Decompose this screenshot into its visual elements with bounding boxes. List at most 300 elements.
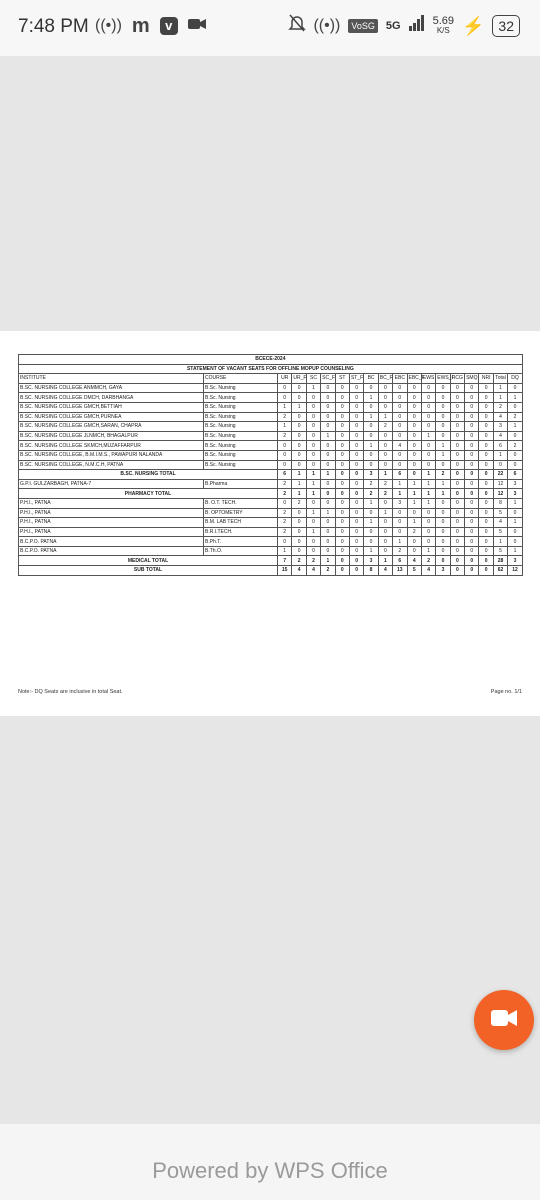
institute-cell: B.C.P.O. PATNA — [19, 546, 204, 556]
seat-count-cell: 0 — [306, 422, 320, 432]
battery-level: 32 — [492, 15, 520, 37]
seat-count-cell: 0 — [479, 546, 493, 556]
seat-count-cell: 0 — [421, 422, 435, 432]
seat-count-cell: 0 — [349, 441, 363, 451]
seat-count-cell: 0 — [479, 489, 493, 499]
seat-count-cell: 1 — [278, 422, 292, 432]
seat-count-cell: 0 — [407, 537, 421, 547]
seat-count-cell: 0 — [378, 402, 392, 412]
seat-count-cell: 0 — [465, 566, 479, 576]
course-cell: B.Sc. Nursing — [204, 412, 278, 422]
seat-count-cell: 0 — [349, 402, 363, 412]
seat-count-cell: 0 — [349, 479, 363, 489]
seat-count-cell: 0 — [421, 527, 435, 537]
seat-count-cell: 0 — [335, 556, 349, 566]
charging-icon: ⚡ — [462, 15, 485, 36]
seat-count-cell: 0 — [321, 518, 335, 528]
seat-count-cell: 3 — [364, 470, 378, 480]
seat-count-cell: 0 — [436, 498, 450, 508]
seat-count-cell: 3 — [393, 498, 407, 508]
seat-count-cell: 0 — [479, 412, 493, 422]
seat-count-cell: 0 — [292, 412, 306, 422]
course-cell: B.Sc. Nursing — [204, 460, 278, 470]
table-row — [19, 518, 523, 528]
column-header: SC_F — [322, 375, 335, 382]
seat-count-cell: 1 — [508, 422, 522, 432]
screen-record-button[interactable] — [474, 990, 534, 1050]
seat-count-cell: 0 — [450, 546, 464, 556]
seat-count-cell: 0 — [465, 479, 479, 489]
seat-count-cell: 0 — [479, 527, 493, 537]
seat-count-cell: 1 — [378, 508, 392, 518]
seat-count-cell: 0 — [349, 556, 363, 566]
video-camera-icon — [491, 1008, 517, 1033]
column-header: RCG — [451, 375, 463, 382]
seat-count-cell: 0 — [450, 431, 464, 441]
seat-count-cell: 0 — [479, 470, 493, 480]
seat-count-cell: 2 — [278, 489, 292, 499]
seat-count-cell: 0 — [321, 546, 335, 556]
seat-count-cell: 0 — [436, 412, 450, 422]
seat-count-cell: 0 — [450, 460, 464, 470]
total-label: SUB TOTAL — [19, 566, 278, 576]
institute-cell: P.H.I., PATNA — [19, 518, 204, 528]
seat-count-cell: 1 — [436, 450, 450, 460]
seat-count-cell: 3 — [436, 566, 450, 576]
seat-count-cell: 0 — [436, 508, 450, 518]
seat-count-cell: 0 — [349, 393, 363, 403]
seat-count-cell: 0 — [378, 518, 392, 528]
seat-count-cell: 1 — [364, 518, 378, 528]
seat-count-cell: 0 — [321, 402, 335, 412]
seat-count-cell: 1 — [364, 393, 378, 403]
seat-count-cell: 0 — [508, 460, 522, 470]
seat-count-cell: 2 — [278, 479, 292, 489]
document-subtitle: STATEMENT OF VACANT SEATS FOR OFFLINE MOPUP COUNSELING — [19, 364, 523, 374]
seat-count-cell: 2 — [508, 412, 522, 422]
seat-count-cell: 2 — [278, 518, 292, 528]
institute-cell: B.SC. NURSING COLLEGE, B.M.I.M.S., PAWAPURI NALANDA — [19, 450, 204, 460]
course-cell: B.Ph.T. — [204, 537, 278, 547]
table-row — [19, 393, 523, 403]
seat-count-cell: 6 — [508, 470, 522, 480]
seat-count-cell: 0 — [349, 489, 363, 499]
seat-count-cell: 0 — [306, 412, 320, 422]
seat-count-cell: 0 — [349, 383, 363, 393]
seat-count-cell: 0 — [508, 537, 522, 547]
column-header: UR — [278, 374, 292, 384]
seat-count-cell: 0 — [335, 479, 349, 489]
seat-count-cell: 0 — [465, 527, 479, 537]
seat-count-cell: 0 — [479, 537, 493, 547]
seat-count-cell: 0 — [364, 431, 378, 441]
seat-count-cell: 1 — [306, 527, 320, 537]
seat-count-cell: 6 — [278, 470, 292, 480]
seat-count-cell: 0 — [465, 546, 479, 556]
seat-count-cell: 0 — [450, 566, 464, 576]
seat-count-cell: 0 — [292, 460, 306, 470]
seat-count-cell: 0 — [436, 383, 450, 393]
seat-count-cell: 0 — [421, 402, 435, 412]
seat-count-cell: 1 — [306, 489, 320, 499]
institute-cell: B.SC. NURSING COLLEGE GMCH,BETTIAH — [19, 402, 204, 412]
seat-count-cell: 1 — [493, 450, 507, 460]
seat-count-cell: 0 — [321, 489, 335, 499]
seat-count-cell: 0 — [278, 460, 292, 470]
seat-count-cell: 0 — [479, 422, 493, 432]
seat-count-cell: 2 — [378, 479, 392, 489]
seat-count-cell: 0 — [393, 412, 407, 422]
seat-count-cell: 0 — [378, 450, 392, 460]
institute-cell: B.SC. NURSING COLLEGE JLNMCH, BHAGALPUR — [19, 431, 204, 441]
seat-count-cell: 0 — [292, 383, 306, 393]
seat-count-cell: 0 — [508, 383, 522, 393]
seat-count-cell: 4 — [393, 441, 407, 451]
hotspot-icon: ((•)) — [313, 16, 341, 34]
seat-count-cell: 0 — [436, 537, 450, 547]
seat-count-cell: 0 — [278, 383, 292, 393]
seat-count-cell: 0 — [321, 498, 335, 508]
seat-count-cell: 0 — [306, 393, 320, 403]
seat-count-cell: 0 — [378, 527, 392, 537]
seat-count-cell: 1 — [421, 431, 435, 441]
table-row — [19, 546, 523, 556]
seat-count-cell: 3 — [364, 556, 378, 566]
seat-count-cell: 2 — [421, 556, 435, 566]
seat-count-cell: 1 — [407, 489, 421, 499]
seat-count-cell: 1 — [407, 498, 421, 508]
seat-count-cell: 1 — [407, 518, 421, 528]
institute-cell: B.SC. NURSING COLLEGE DMCH, DARBHANGA — [19, 393, 204, 403]
seat-count-cell: 1 — [306, 479, 320, 489]
seat-count-cell: 0 — [349, 460, 363, 470]
seat-count-cell: 0 — [465, 556, 479, 566]
institute-cell: P.H.I., PATNA — [19, 527, 204, 537]
table-row — [19, 537, 523, 547]
seat-count-cell: 0 — [465, 393, 479, 403]
seat-count-cell: 0 — [393, 422, 407, 432]
vacant-seats-table — [18, 354, 523, 576]
column-header: NRI — [479, 374, 493, 384]
table-row — [19, 383, 523, 393]
signal-icon — [409, 15, 425, 36]
course-cell: B.Sc. Nursing — [204, 431, 278, 441]
seat-count-cell: 0 — [465, 383, 479, 393]
table-row — [19, 460, 523, 470]
seat-count-cell: 0 — [364, 527, 378, 537]
seat-count-cell: 0 — [364, 508, 378, 518]
document-header: BCECE-2024 — [19, 355, 523, 365]
course-cell: B.Pharma — [204, 479, 278, 489]
seat-count-cell: 1 — [508, 518, 522, 528]
network-speed — [433, 16, 454, 36]
seat-count-cell: 0 — [465, 537, 479, 547]
seat-count-cell: 1 — [436, 479, 450, 489]
seat-count-cell: 0 — [349, 546, 363, 556]
seat-count-cell: 0 — [335, 383, 349, 393]
seat-count-cell: 0 — [393, 460, 407, 470]
seat-count-cell: 0 — [450, 412, 464, 422]
seat-count-cell: 6 — [393, 556, 407, 566]
table-row — [19, 527, 523, 537]
seat-count-cell: 0 — [465, 412, 479, 422]
seat-count-cell: 0 — [321, 460, 335, 470]
seat-count-cell: 0 — [421, 383, 435, 393]
seat-count-cell: 0 — [321, 383, 335, 393]
seat-count-cell: 0 — [349, 498, 363, 508]
seat-count-cell: 0 — [349, 566, 363, 576]
seat-count-cell: 1 — [393, 489, 407, 499]
column-header: UR_F — [293, 375, 307, 382]
column-header: EWS — [422, 375, 435, 382]
seat-count-cell: 3 — [493, 422, 507, 432]
seat-count-cell: 0 — [436, 460, 450, 470]
seat-count-cell: 6 — [393, 470, 407, 480]
seat-count-cell: 0 — [278, 537, 292, 547]
column-header: SMQ — [466, 375, 478, 382]
seat-count-cell: 0 — [378, 441, 392, 451]
seat-count-cell: 0 — [508, 527, 522, 537]
seat-count-cell: 4 — [407, 556, 421, 566]
seat-count-cell: 0 — [349, 527, 363, 537]
seat-count-cell: 0 — [321, 393, 335, 403]
seat-count-cell: 0 — [436, 556, 450, 566]
seat-count-cell: 1 — [306, 383, 320, 393]
seat-count-cell: 0 — [450, 527, 464, 537]
seat-count-cell: 4 — [421, 566, 435, 576]
seat-count-cell: 0 — [306, 460, 320, 470]
seat-count-cell: 0 — [450, 479, 464, 489]
v-app-icon: v — [160, 17, 178, 35]
seat-count-cell: 0 — [378, 498, 392, 508]
seat-count-cell: 1 — [378, 556, 392, 566]
seat-count-cell: 0 — [407, 412, 421, 422]
seat-count-cell: 0 — [465, 402, 479, 412]
seat-count-cell: 1 — [364, 546, 378, 556]
seat-count-cell: 0 — [321, 441, 335, 451]
institute-cell: B.SC. NURSING COLLEGE, N.M.C.H, PATNA — [19, 460, 204, 470]
seat-count-cell: 0 — [349, 508, 363, 518]
seat-count-cell: 0 — [378, 383, 392, 393]
seat-count-cell: 2 — [378, 422, 392, 432]
seat-count-cell: 1 — [493, 383, 507, 393]
seat-count-cell: 0 — [393, 393, 407, 403]
seat-count-cell: 0 — [393, 527, 407, 537]
seat-count-cell: 0 — [421, 412, 435, 422]
seat-count-cell: 62 — [493, 566, 507, 576]
seat-count-cell: 0 — [407, 431, 421, 441]
seat-count-cell: 0 — [306, 441, 320, 451]
seat-count-cell: 0 — [364, 460, 378, 470]
seat-count-cell: 1 — [292, 470, 306, 480]
seat-count-cell: 0 — [393, 383, 407, 393]
table-row — [19, 422, 523, 432]
seat-count-cell: 0 — [321, 422, 335, 432]
seat-count-cell: 0 — [479, 460, 493, 470]
seat-count-cell: 0 — [335, 527, 349, 537]
seat-count-cell: 0 — [335, 508, 349, 518]
seat-count-cell: 0 — [421, 450, 435, 460]
seat-count-cell: 2 — [292, 498, 306, 508]
system-icons — [289, 14, 520, 37]
seat-count-cell: 1 — [493, 537, 507, 547]
seat-count-cell: 0 — [421, 508, 435, 518]
status-bar — [0, 0, 540, 56]
seat-count-cell: 0 — [292, 431, 306, 441]
seat-count-cell: 1 — [321, 470, 335, 480]
seat-count-cell: 0 — [364, 422, 378, 432]
column-header: COURSE — [204, 374, 278, 384]
column-header: ST — [335, 374, 349, 384]
seat-count-cell: 2 — [393, 546, 407, 556]
seat-count-cell: 0 — [508, 402, 522, 412]
seat-count-cell: 1 — [292, 489, 306, 499]
seat-count-cell: 0 — [479, 508, 493, 518]
seat-count-cell: 0 — [407, 441, 421, 451]
seat-count-cell: 0 — [436, 431, 450, 441]
seat-count-cell: 0 — [292, 450, 306, 460]
seat-count-cell: 4 — [378, 566, 392, 576]
seat-count-cell: 0 — [292, 518, 306, 528]
seat-count-cell: 0 — [335, 402, 349, 412]
column-header: Total — [495, 375, 506, 382]
seat-count-cell: 0 — [306, 518, 320, 528]
seat-count-cell: 8 — [364, 566, 378, 576]
seat-count-cell: 1 — [421, 470, 435, 480]
footer-text: Powered by WPS Office — [152, 1158, 388, 1183]
seat-count-cell: 0 — [349, 450, 363, 460]
seat-count-cell: 1 — [321, 508, 335, 518]
column-header: BC — [364, 374, 378, 384]
seat-count-cell: 0 — [479, 479, 493, 489]
seat-count-cell: 0 — [450, 508, 464, 518]
seat-count-cell: 0 — [421, 518, 435, 528]
seat-count-cell: 1 — [378, 470, 392, 480]
seat-count-cell: 0 — [450, 518, 464, 528]
seat-count-cell: 0 — [450, 498, 464, 508]
seat-count-cell: 0 — [407, 422, 421, 432]
column-header: BC_F — [379, 375, 393, 382]
seat-count-cell: 0 — [493, 460, 507, 470]
seat-count-cell: 0 — [349, 518, 363, 528]
seat-count-cell: 0 — [306, 431, 320, 441]
seat-count-cell: 0 — [393, 450, 407, 460]
seat-count-cell: 0 — [421, 537, 435, 547]
seat-count-cell: 0 — [508, 508, 522, 518]
column-header: EBC — [393, 374, 407, 384]
seat-count-cell: 0 — [421, 393, 435, 403]
total-label: PHARMACY TOTAL — [19, 489, 278, 499]
seat-count-cell: 0 — [465, 518, 479, 528]
table-header-row — [19, 374, 523, 384]
seat-count-cell: 1 — [436, 489, 450, 499]
seat-count-cell: 13 — [393, 566, 407, 576]
seat-count-cell: 0 — [335, 537, 349, 547]
total-row — [19, 489, 523, 499]
column-header: DQ — [508, 374, 522, 384]
seat-count-cell: 0 — [450, 422, 464, 432]
seat-count-cell: 8 — [493, 498, 507, 508]
course-cell: B. OPTOMETRY — [204, 508, 278, 518]
institute-cell: B.C.P.O. PATNA — [19, 537, 204, 547]
seat-count-cell: 0 — [278, 441, 292, 451]
seat-count-cell: 4 — [292, 566, 306, 576]
seat-count-cell: 5 — [493, 527, 507, 537]
table-row — [19, 450, 523, 460]
course-cell: B.R.I.TECH. — [204, 527, 278, 537]
seat-count-cell: 0 — [465, 470, 479, 480]
seat-count-cell: 5 — [493, 508, 507, 518]
speed-value: 5.69 — [432, 14, 454, 27]
seat-count-cell: 2 — [278, 431, 292, 441]
document-note: Note:- DQ Seats are inclusive in total Seat. — [18, 689, 123, 695]
seat-count-cell: 0 — [393, 508, 407, 518]
seat-count-cell: 0 — [335, 470, 349, 480]
seat-count-cell: 0 — [335, 450, 349, 460]
course-cell: B.Sc. Nursing — [204, 402, 278, 412]
seat-count-cell: 0 — [450, 537, 464, 547]
seat-count-cell: 1 — [407, 479, 421, 489]
seat-count-cell: 0 — [436, 546, 450, 556]
institute-cell: B.SC. NURSING COLLEGE GMCH,PURNEA — [19, 412, 204, 422]
clock: 7:48 PM — [18, 16, 89, 37]
column-header: ST_F — [350, 375, 364, 382]
seat-count-cell: 2 — [407, 527, 421, 537]
seat-count-cell: 0 — [378, 460, 392, 470]
seat-count-cell: 4 — [493, 412, 507, 422]
seat-count-cell: 0 — [407, 508, 421, 518]
seat-count-cell: 15 — [278, 566, 292, 576]
table-row — [19, 479, 523, 489]
seat-count-cell: 2 — [508, 441, 522, 451]
network-type: 5G — [385, 19, 401, 32]
seat-count-cell: 0 — [306, 498, 320, 508]
seat-count-cell: 0 — [479, 431, 493, 441]
seat-count-cell: 0 — [321, 537, 335, 547]
table-row — [19, 402, 523, 412]
seat-count-cell: 2 — [278, 508, 292, 518]
seat-count-cell: 0 — [306, 402, 320, 412]
seat-count-cell: 28 — [493, 556, 507, 566]
seat-count-cell: 12 — [508, 566, 522, 576]
seat-count-cell: 0 — [450, 441, 464, 451]
seat-count-cell: 1 — [508, 546, 522, 556]
seat-count-cell: 1 — [306, 508, 320, 518]
seat-count-cell: 0 — [364, 537, 378, 547]
seat-count-cell: 0 — [378, 393, 392, 403]
seat-count-cell: 0 — [349, 537, 363, 547]
seat-count-cell: 5 — [407, 566, 421, 576]
total-row — [19, 556, 523, 566]
table-row — [19, 412, 523, 422]
seat-count-cell: 0 — [335, 422, 349, 432]
document-page[interactable] — [0, 331, 540, 716]
seat-count-cell: 0 — [465, 450, 479, 460]
seat-count-cell: 0 — [436, 518, 450, 528]
seat-count-cell: 0 — [479, 383, 493, 393]
seat-count-cell: 0 — [378, 537, 392, 547]
seat-count-cell: 3 — [508, 556, 522, 566]
seat-count-cell: 4 — [493, 518, 507, 528]
seat-count-cell: 0 — [450, 402, 464, 412]
table-row — [19, 508, 523, 518]
seat-count-cell: 0 — [306, 450, 320, 460]
footer-bar — [0, 1124, 540, 1200]
seat-count-cell: 0 — [278, 393, 292, 403]
seat-count-cell: 0 — [349, 431, 363, 441]
seat-count-cell: 4 — [493, 431, 507, 441]
seat-count-cell: 12 — [493, 479, 507, 489]
